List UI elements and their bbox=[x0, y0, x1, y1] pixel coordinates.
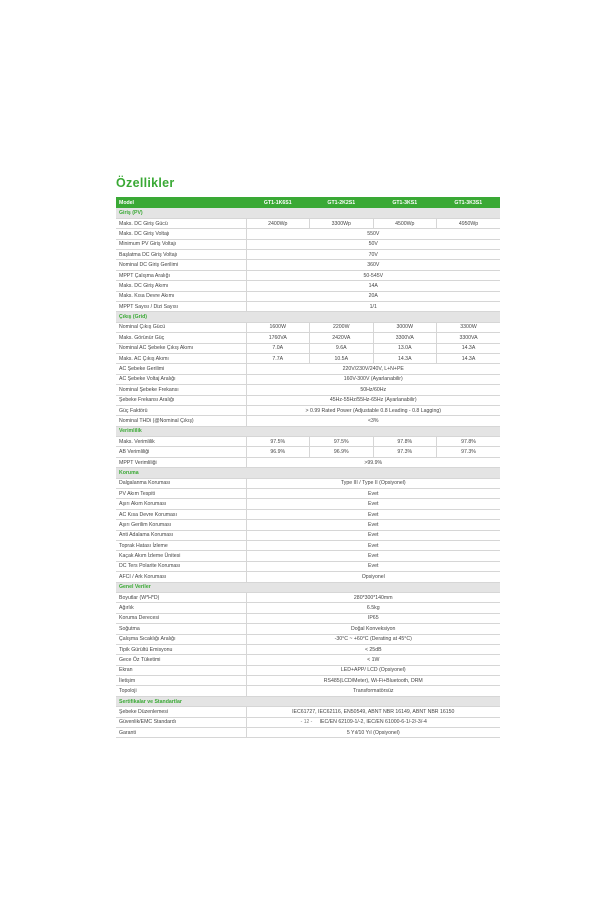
page-title: Özellikler bbox=[116, 176, 175, 190]
spec-value: 3300VA bbox=[437, 333, 501, 343]
spec-label: Ekran bbox=[116, 665, 246, 675]
spec-label: Aşırı Akım Koruması bbox=[116, 499, 246, 509]
table-row bbox=[116, 374, 500, 384]
spec-value: 3300W bbox=[437, 322, 501, 332]
spec-label: Kaçak Akım İzleme Ünitesi bbox=[116, 551, 246, 561]
table-row bbox=[116, 229, 500, 239]
table-row bbox=[116, 270, 500, 280]
spec-label: MPPT Çalışma Aralığı bbox=[116, 270, 246, 280]
spec-value: < 25dB bbox=[246, 644, 500, 654]
table-row bbox=[116, 520, 500, 530]
header-model-3: GT1-3KS1 bbox=[373, 197, 437, 208]
table-row bbox=[116, 260, 500, 270]
table-row bbox=[116, 364, 500, 374]
spec-label: Koruma Derecesi bbox=[116, 613, 246, 623]
spec-value: 1/1 bbox=[246, 302, 500, 312]
spec-value: 3000W bbox=[373, 322, 437, 332]
spec-value: Evet bbox=[246, 509, 500, 519]
table-row bbox=[116, 489, 500, 499]
spec-label: Şebeke Frekansı Aralığı bbox=[116, 395, 246, 405]
table-row bbox=[116, 447, 500, 457]
table-row bbox=[116, 302, 500, 312]
spec-label: Maks. DC Giriş Voltajı bbox=[116, 229, 246, 239]
spec-label: Nominal DC Giriş Gerilimi bbox=[116, 260, 246, 270]
spec-label: Toprak Hatası İzleme bbox=[116, 541, 246, 551]
table-row bbox=[116, 499, 500, 509]
table-row bbox=[116, 405, 500, 415]
spec-label: Başlatma DC Giriş Voltajı bbox=[116, 250, 246, 260]
spec-value: 97.3% bbox=[437, 447, 501, 457]
spec-value: 97.5% bbox=[310, 437, 374, 447]
spec-value: 160V-300V (Ayarlanabilir) bbox=[246, 374, 500, 384]
table-row bbox=[116, 281, 500, 291]
spec-label: AC Şebeke Voltaj Aralığı bbox=[116, 374, 246, 384]
table-row bbox=[116, 457, 500, 467]
spec-value: 97.3% bbox=[373, 447, 437, 457]
spec-value: 14.3A bbox=[373, 353, 437, 363]
section-title: Çıkış (Grid) bbox=[116, 312, 500, 322]
table-row bbox=[116, 333, 500, 343]
table-row bbox=[116, 644, 500, 654]
table-row bbox=[116, 707, 500, 717]
table-row bbox=[116, 218, 500, 228]
spec-value: 50V bbox=[246, 239, 500, 249]
spec-value: 4950Wp bbox=[437, 218, 501, 228]
spec-label: Maks. DC Giriş Gücü bbox=[116, 218, 246, 228]
table-row bbox=[116, 291, 500, 301]
page-number: - 12 - bbox=[300, 719, 313, 725]
spec-value: RS485(LCD/Meter), Wi-Fi+Bluetooth, DRM bbox=[246, 676, 500, 686]
section-header-row bbox=[116, 696, 500, 706]
spec-label: İletişim bbox=[116, 676, 246, 686]
spec-label: Anti Adalama Koruması bbox=[116, 530, 246, 540]
spec-value: 97.8% bbox=[437, 437, 501, 447]
table-row bbox=[116, 613, 500, 623]
spec-value: 5 Yıl/10 Yıl (Opsiyonel) bbox=[246, 728, 500, 738]
table-row bbox=[116, 624, 500, 634]
spec-value: 13.0A bbox=[373, 343, 437, 353]
table-row bbox=[116, 437, 500, 447]
spec-value: 550V bbox=[246, 229, 500, 239]
spec-value: Doğal Konveksiyon bbox=[246, 624, 500, 634]
spec-value: 20A bbox=[246, 291, 500, 301]
spec-value: Evet bbox=[246, 499, 500, 509]
spec-label: Çalışma Sıcaklığı Aralığı bbox=[116, 634, 246, 644]
spec-value: 4500Wp bbox=[373, 218, 437, 228]
spec-value: Evet bbox=[246, 489, 500, 499]
spec-value: 1600W bbox=[246, 322, 310, 332]
spec-value: 50Hz/60Hz bbox=[246, 385, 500, 395]
spec-label: Maks. DC Giriş Akımı bbox=[116, 281, 246, 291]
spec-value: IP65 bbox=[246, 613, 500, 623]
spec-value: 50-545V bbox=[246, 270, 500, 280]
spec-label: Gece Öz Tüketimi bbox=[116, 655, 246, 665]
spec-value: 220V/230V/240V, L+N+PE bbox=[246, 364, 500, 374]
spec-label: Güvenlik/EMC Standardı bbox=[116, 717, 246, 727]
spec-value: 70V bbox=[246, 250, 500, 260]
table-row bbox=[116, 603, 500, 613]
table-row bbox=[116, 239, 500, 249]
spec-label: DC Ters Polarite Koruması bbox=[116, 561, 246, 571]
spec-label: Garanti bbox=[116, 728, 246, 738]
spec-value: 45Hz-55Hz/55Hz-65Hz (Ayarlanabilir) bbox=[246, 395, 500, 405]
table-row bbox=[116, 686, 500, 696]
table-row bbox=[116, 728, 500, 738]
section-header-row bbox=[116, 426, 500, 436]
spec-label: Maks. AC Çıkış Akımı bbox=[116, 353, 246, 363]
spec-value: > 0.99 Rated Power (Adjustable 0.8 Leading - 0.8 Lagging) bbox=[246, 405, 500, 415]
table-row bbox=[116, 665, 500, 675]
spec-label: Boyutlar (W*H*D) bbox=[116, 592, 246, 602]
spec-value: Evet bbox=[246, 541, 500, 551]
spec-value: 10.5A bbox=[310, 353, 374, 363]
section-header-row bbox=[116, 468, 500, 478]
table-row bbox=[116, 322, 500, 332]
spec-label: Soğutma bbox=[116, 624, 246, 634]
spec-value: 1760VA bbox=[246, 333, 310, 343]
table-row bbox=[116, 509, 500, 519]
spec-value: 96.9% bbox=[310, 447, 374, 457]
spec-label: Nominal AC Şebeke Çıkış Akımı bbox=[116, 343, 246, 353]
spec-value: 96.9% bbox=[246, 447, 310, 457]
spec-value: 14.3A bbox=[437, 343, 501, 353]
spec-value: 14A bbox=[246, 281, 500, 291]
table-row bbox=[116, 395, 500, 405]
spec-label: AB Verimliliği bbox=[116, 447, 246, 457]
spec-label: Dalgalanma Koruması bbox=[116, 478, 246, 488]
section-title: Genel Veriler bbox=[116, 582, 500, 592]
table-row bbox=[116, 561, 500, 571]
table-row bbox=[116, 416, 500, 426]
spec-value: < 1W bbox=[246, 655, 500, 665]
spec-table bbox=[116, 197, 500, 738]
section-header-row bbox=[116, 582, 500, 592]
spec-value: 2420VA bbox=[310, 333, 374, 343]
spec-value: 3300VA bbox=[373, 333, 437, 343]
spec-label: Topoloji bbox=[116, 686, 246, 696]
spec-label: Şebeke Düzenlemesi bbox=[116, 707, 246, 717]
spec-label: AC Kısa Devre Koruması bbox=[116, 509, 246, 519]
spec-value: 14.3A bbox=[437, 353, 501, 363]
section-title: Sertifikalar ve Standartlar bbox=[116, 696, 500, 706]
table-row bbox=[116, 353, 500, 363]
spec-value: IEC61727, IEC62116, EN50549, ABNT NBR 16149, ABNT NBR 16150 bbox=[246, 707, 500, 717]
spec-label: Ağırlık bbox=[116, 603, 246, 613]
spec-table-body bbox=[116, 208, 500, 738]
table-row bbox=[116, 541, 500, 551]
spec-label: Nominal Çıkış Gücü bbox=[116, 322, 246, 332]
spec-value: Opsiyonel bbox=[246, 572, 500, 582]
spec-value: Evet bbox=[246, 530, 500, 540]
header-model-4: GT1-3K3S1 bbox=[437, 197, 501, 208]
spec-label: MPPT Sayısı / Dizi Sayısı bbox=[116, 302, 246, 312]
spec-label: Nominal Şebeke Frekansı bbox=[116, 385, 246, 395]
spec-label: MPPT Verimliliği bbox=[116, 457, 246, 467]
table-row bbox=[116, 592, 500, 602]
spec-value: Transformatörsüz bbox=[246, 686, 500, 696]
spec-value: 280*300*140mm bbox=[246, 592, 500, 602]
spec-value: Type III / Type II (Opsiyonel) bbox=[246, 478, 500, 488]
spec-value: <3% bbox=[246, 416, 500, 426]
table-row bbox=[116, 655, 500, 665]
spec-value: 2400Wp bbox=[246, 218, 310, 228]
spec-value: 7.7A bbox=[246, 353, 310, 363]
spec-label: AFCI / Ark Koruması bbox=[116, 572, 246, 582]
spec-value: 3300Wp bbox=[310, 218, 374, 228]
spec-value: Evet bbox=[246, 561, 500, 571]
spec-value: 7.0A bbox=[246, 343, 310, 353]
spec-label: Nominal THDi (@Nominal Çıkış) bbox=[116, 416, 246, 426]
spec-value: 6.5kg bbox=[246, 603, 500, 613]
table-row bbox=[116, 478, 500, 488]
section-title: Koruma bbox=[116, 468, 500, 478]
table-row bbox=[116, 250, 500, 260]
spec-value: Evet bbox=[246, 520, 500, 530]
spec-value: IEC/EN 62109-1/-2, IEC/EN 61000-6-1/-2/-3/-4 bbox=[246, 717, 500, 727]
section-title: Giriş (PV) bbox=[116, 208, 500, 218]
spec-value: Evet bbox=[246, 551, 500, 561]
spec-value: >99.9% bbox=[246, 457, 500, 467]
spec-value: -30°C ~ +60°C (Derating at 45°C) bbox=[246, 634, 500, 644]
table-row bbox=[116, 676, 500, 686]
table-row bbox=[116, 343, 500, 353]
table-row bbox=[116, 572, 500, 582]
table-row bbox=[116, 551, 500, 561]
spec-label: Maks. Kısa Devre Akımı bbox=[116, 291, 246, 301]
header-model-2: GT1-2K2S1 bbox=[310, 197, 374, 208]
spec-value: 9.6A bbox=[310, 343, 374, 353]
spec-value: LED+APP/ LCD (Opsiyonel) bbox=[246, 665, 500, 675]
section-header-row bbox=[116, 312, 500, 322]
table-row bbox=[116, 530, 500, 540]
header-model-1: GT1-1K6S1 bbox=[246, 197, 310, 208]
spec-label: Maks. Verimlilik bbox=[116, 437, 246, 447]
spec-value: 97.5% bbox=[246, 437, 310, 447]
spec-label: Minimum PV Giriş Voltajı bbox=[116, 239, 246, 249]
section-title: Verimlilik bbox=[116, 426, 500, 436]
spec-value: 2200W bbox=[310, 322, 374, 332]
spec-label: Güç Faktörü bbox=[116, 405, 246, 415]
spec-label: Maks. Görünür Güç bbox=[116, 333, 246, 343]
spec-value: 360V bbox=[246, 260, 500, 270]
section-header-row bbox=[116, 208, 500, 218]
spec-label: Aşırı Gerilim Koruması bbox=[116, 520, 246, 530]
table-row bbox=[116, 385, 500, 395]
table-header-row bbox=[116, 197, 500, 208]
header-model: Model bbox=[116, 197, 246, 208]
spec-value: 97.8% bbox=[373, 437, 437, 447]
spec-label: Tipik Gürültü Emisyonu bbox=[116, 644, 246, 654]
table-row bbox=[116, 634, 500, 644]
spec-label: AC Şebeke Gerilimi bbox=[116, 364, 246, 374]
spec-label: PV Akım Tespiti bbox=[116, 489, 246, 499]
